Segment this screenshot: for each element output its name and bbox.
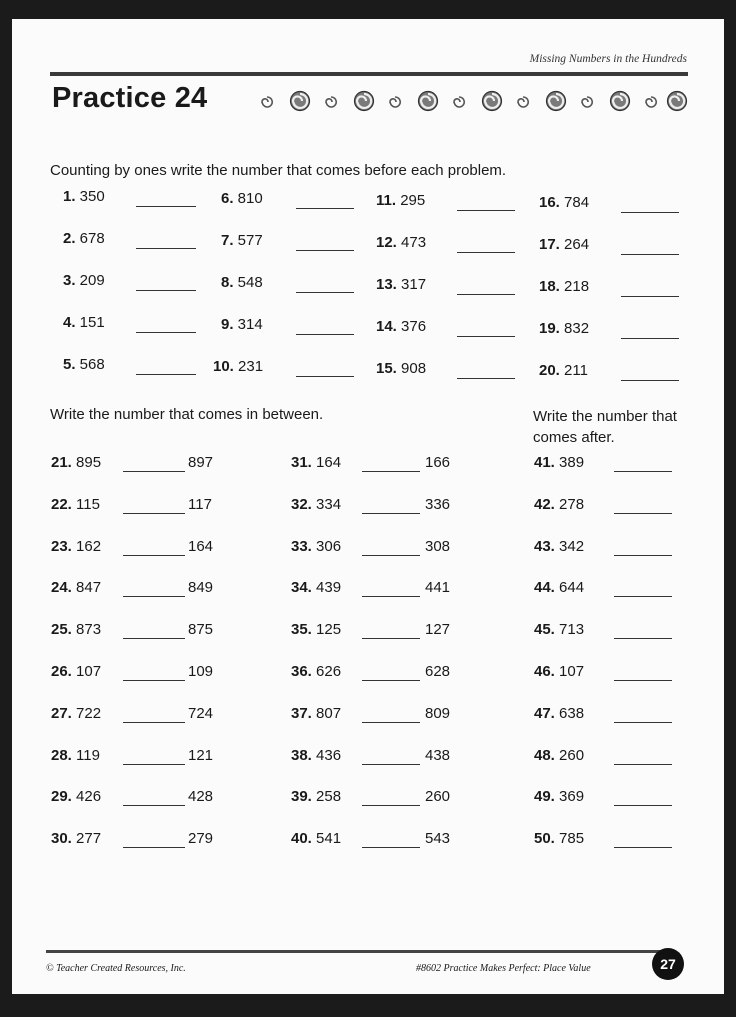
problem-label <box>291 496 341 513</box>
answer-blank[interactable] <box>136 248 196 249</box>
copyright-text: © Teacher Created Resources, Inc. <box>46 963 186 974</box>
problem-label <box>63 230 105 247</box>
small-swirl-icon <box>260 95 274 114</box>
problem-label <box>213 358 263 375</box>
page-number-badge: 27 <box>652 948 684 980</box>
problem-value: 644 <box>554 579 585 597</box>
problem-label <box>51 705 101 722</box>
section1-instruction: Counting by ones write the number that comes before each problem. <box>50 162 507 179</box>
problem-label <box>221 274 263 291</box>
answer-blank[interactable] <box>614 471 672 472</box>
answer-blank[interactable] <box>362 471 420 472</box>
decorative-swirls <box>256 90 691 116</box>
problem-number: 12. <box>376 234 397 251</box>
answer-blank[interactable] <box>123 722 185 723</box>
problem-value: 785 <box>554 830 585 848</box>
problem-value: 107 <box>554 663 585 680</box>
problem-value: 376 <box>396 318 427 335</box>
shell-icon <box>417 90 439 117</box>
small-swirl-icon <box>516 95 530 114</box>
small-swirl-icon <box>452 95 466 114</box>
answer-blank[interactable] <box>362 555 420 556</box>
problem-value: 218 <box>559 278 590 295</box>
problem-number: 47. <box>534 704 555 722</box>
problem-label <box>539 194 589 211</box>
problem-label <box>376 360 426 377</box>
answer-blank[interactable] <box>296 250 354 251</box>
problem-number: 11. <box>376 192 397 209</box>
problem-value: 810 <box>233 190 263 207</box>
problem-number: 50. <box>534 830 555 848</box>
answer-blank[interactable] <box>457 210 515 211</box>
problem-label <box>539 278 589 295</box>
problem-label <box>51 538 101 555</box>
answer-blank[interactable] <box>362 805 420 806</box>
problem-label <box>221 190 263 207</box>
problem-number: 7. <box>221 232 234 249</box>
problem-value: 211 <box>559 362 588 379</box>
answer-blank[interactable] <box>136 332 196 333</box>
problem-value: 115 <box>71 495 100 513</box>
problem-value: 125 <box>311 621 342 639</box>
problem-value: 638 <box>554 704 585 722</box>
problem-number: 8. <box>221 274 234 291</box>
problem-value: 832 <box>559 320 590 337</box>
problem-value: 119 <box>71 746 100 764</box>
problem-number: 22. <box>51 495 72 513</box>
problem-number: 40. <box>291 830 312 848</box>
problem-value: 568 <box>75 356 105 373</box>
problem-number: 5. <box>63 356 76 373</box>
answer-blank[interactable] <box>621 254 679 255</box>
problem-number: 33. <box>291 537 312 555</box>
problem-label <box>291 663 341 680</box>
answer-blank[interactable] <box>621 338 679 339</box>
problem-value-after: 428 <box>188 788 214 806</box>
problem-number: 23. <box>51 537 72 555</box>
answer-blank[interactable] <box>614 555 672 556</box>
problem-label <box>534 621 584 638</box>
problem-value: 541 <box>311 830 342 848</box>
problem-value-after: 897 <box>188 454 214 471</box>
answer-blank[interactable] <box>362 764 420 765</box>
problem-label <box>63 188 105 205</box>
problem-value: 626 <box>311 663 342 680</box>
small-swirl-icon <box>324 95 338 114</box>
answer-blank[interactable] <box>362 513 420 514</box>
problem-number: 38. <box>291 746 312 764</box>
problem-number: 19. <box>539 320 560 337</box>
problem-value-after: 724 <box>188 704 214 722</box>
answer-blank[interactable] <box>614 722 672 723</box>
problem-value: 722 <box>71 704 102 722</box>
problem-label <box>51 621 101 638</box>
answer-blank[interactable] <box>614 638 672 639</box>
problem-number: 26. <box>51 663 72 680</box>
problem-value: 164 <box>311 454 342 471</box>
problem-value-after: 809 <box>425 704 451 722</box>
problem-number: 41. <box>534 454 555 471</box>
problem-value-after: 438 <box>425 746 451 764</box>
problem-value-after: 441 <box>425 579 451 597</box>
section2-instruction: Write the number that comes in between. <box>50 406 324 423</box>
page-title: Practice 24 <box>52 82 208 114</box>
problem-label <box>51 663 101 680</box>
problem-value: 295 <box>396 192 426 209</box>
problem-number: 1. <box>63 188 76 205</box>
problem-label <box>539 236 589 253</box>
problem-label <box>534 454 584 471</box>
problem-label <box>63 356 105 373</box>
answer-blank[interactable] <box>296 208 354 209</box>
shell-icon <box>353 90 375 117</box>
problem-label <box>539 362 588 379</box>
problem-value: 317 <box>396 276 427 293</box>
problem-number: 34. <box>291 579 312 597</box>
problem-value: 678 <box>75 230 105 247</box>
answer-blank[interactable] <box>614 513 672 514</box>
problem-value: 151 <box>75 314 105 331</box>
small-swirl-icon <box>580 95 594 114</box>
problem-value: 209 <box>75 272 105 289</box>
answer-blank[interactable] <box>123 847 185 848</box>
problem-number: 15. <box>376 360 397 377</box>
problem-number: 24. <box>51 579 72 597</box>
problem-value-after: 109 <box>188 663 214 680</box>
problem-label <box>291 705 341 722</box>
problem-value: 473 <box>396 234 427 251</box>
product-text: #8602 Practice Makes Perfect: Place Value <box>416 963 591 974</box>
problem-value: 277 <box>71 830 102 848</box>
problem-label <box>376 276 426 293</box>
answer-blank[interactable] <box>457 294 515 295</box>
problem-value-after: 849 <box>188 579 214 597</box>
problem-label <box>63 272 105 289</box>
problem-number: 43. <box>534 537 555 555</box>
section3-instruction: Write the number that comes after. <box>533 408 677 446</box>
problem-label <box>51 747 100 764</box>
answer-blank[interactable] <box>621 212 679 213</box>
problem-number: 32. <box>291 495 312 513</box>
problem-number: 4. <box>63 314 76 331</box>
problem-label <box>63 314 105 331</box>
small-swirl-icon <box>388 95 402 114</box>
problem-number: 9. <box>221 316 234 333</box>
problem-label <box>534 579 584 596</box>
problem-number: 17. <box>539 236 560 253</box>
answer-blank[interactable] <box>123 680 185 681</box>
problem-label <box>291 788 341 805</box>
problem-value: 847 <box>71 579 102 597</box>
problem-number: 27. <box>51 704 72 722</box>
shell-icon <box>289 90 311 117</box>
problem-number: 31. <box>291 454 312 471</box>
answer-blank[interactable] <box>136 374 196 375</box>
problem-number: 2. <box>63 230 76 247</box>
answer-blank[interactable] <box>457 378 515 379</box>
problem-number: 36. <box>291 663 312 680</box>
answer-blank[interactable] <box>362 638 420 639</box>
problem-value-after: 336 <box>425 495 451 513</box>
answer-blank[interactable] <box>362 596 420 597</box>
problem-label <box>51 788 101 805</box>
problem-value: 350 <box>75 188 105 205</box>
problem-value-after: 117 <box>188 495 212 513</box>
shell-icon <box>666 90 688 117</box>
problem-label <box>291 830 341 847</box>
problem-value: 264 <box>559 236 590 253</box>
problem-value: 389 <box>554 454 585 471</box>
problem-number: 10. <box>213 358 234 375</box>
answer-blank[interactable] <box>614 596 672 597</box>
problem-number: 28. <box>51 746 72 764</box>
problem-value: 439 <box>311 579 342 597</box>
problem-label <box>51 454 101 471</box>
problem-value: 873 <box>71 621 102 639</box>
answer-blank[interactable] <box>123 805 185 806</box>
problem-value: 342 <box>554 537 585 555</box>
problem-label <box>291 538 341 555</box>
answer-blank[interactable] <box>123 638 185 639</box>
problem-value: 548 <box>233 274 263 291</box>
answer-blank[interactable] <box>621 380 679 381</box>
problem-value: 369 <box>554 788 585 806</box>
answer-blank[interactable] <box>362 722 420 723</box>
problem-value: 895 <box>71 454 102 471</box>
problem-label <box>291 579 341 596</box>
topic-header: Missing Numbers in the Hundreds <box>529 53 687 65</box>
problem-number: 45. <box>534 621 555 639</box>
problem-number: 48. <box>534 746 555 764</box>
problem-value: 713 <box>554 621 585 639</box>
problem-value: 577 <box>233 232 263 249</box>
problem-label <box>534 496 584 513</box>
problem-value-after: 875 <box>188 621 214 639</box>
footer-rule <box>46 950 666 953</box>
problem-label <box>534 830 584 847</box>
problem-label <box>534 788 584 805</box>
problem-label <box>221 316 263 333</box>
problem-value: 278 <box>554 495 585 513</box>
problem-value-after: 166 <box>425 454 451 471</box>
problem-value: 306 <box>311 537 342 555</box>
shell-icon <box>545 90 567 117</box>
header-rule <box>50 72 688 76</box>
answer-blank[interactable] <box>296 376 354 377</box>
problem-value-after: 164 <box>188 537 214 555</box>
problem-value-after: 127 <box>425 621 451 639</box>
problem-number: 44. <box>534 579 555 597</box>
problem-label <box>534 538 584 555</box>
problem-number: 20. <box>539 362 560 379</box>
problem-label <box>51 496 100 513</box>
problem-number: 37. <box>291 704 312 722</box>
answer-blank[interactable] <box>614 805 672 806</box>
problem-number: 21. <box>51 454 72 471</box>
problem-number: 3. <box>63 272 76 289</box>
shell-icon <box>609 90 631 117</box>
problem-value: 258 <box>311 788 342 806</box>
answer-blank[interactable] <box>614 847 672 848</box>
problem-number: 6. <box>221 190 234 207</box>
answer-blank[interactable] <box>123 513 185 514</box>
problem-number: 39. <box>291 788 312 806</box>
answer-blank[interactable] <box>136 206 196 207</box>
answer-blank[interactable] <box>123 471 185 472</box>
problem-label <box>376 234 426 251</box>
answer-blank[interactable] <box>123 596 185 597</box>
problem-number: 49. <box>534 788 555 806</box>
answer-blank[interactable] <box>614 764 672 765</box>
shell-icon <box>481 90 503 117</box>
problem-value: 436 <box>311 746 342 764</box>
answer-blank[interactable] <box>621 296 679 297</box>
problem-value: 162 <box>71 537 102 555</box>
answer-blank[interactable] <box>457 252 515 253</box>
answer-blank[interactable] <box>362 847 420 848</box>
answer-blank[interactable] <box>296 334 354 335</box>
problem-value-after: 279 <box>188 830 214 848</box>
problem-value-after: 308 <box>425 537 451 555</box>
answer-blank[interactable] <box>614 680 672 681</box>
problem-value: 107 <box>71 663 102 680</box>
problem-label <box>534 747 584 764</box>
problem-value-after: 628 <box>425 663 451 680</box>
small-swirl-icon <box>644 95 658 114</box>
answer-blank[interactable] <box>296 292 354 293</box>
problem-number: 18. <box>539 278 560 295</box>
answer-blank[interactable] <box>123 764 185 765</box>
problem-number: 42. <box>534 495 555 513</box>
answer-blank[interactable] <box>362 680 420 681</box>
answer-blank[interactable] <box>123 555 185 556</box>
problem-number: 13. <box>376 276 397 293</box>
problem-value-after: 543 <box>425 830 451 848</box>
problem-value: 908 <box>396 360 427 377</box>
problem-value: 314 <box>233 316 263 333</box>
problem-label <box>539 320 589 337</box>
problem-value: 426 <box>71 788 102 806</box>
problem-number: 14. <box>376 318 397 335</box>
problem-label <box>221 232 263 249</box>
problem-label <box>534 663 584 680</box>
problem-number: 30. <box>51 830 72 848</box>
problem-label <box>376 192 425 209</box>
problem-value-after: 260 <box>425 788 451 806</box>
problem-value-after: 121 <box>188 746 214 764</box>
problem-value: 231 <box>233 358 264 375</box>
answer-blank[interactable] <box>457 336 515 337</box>
problem-value: 784 <box>559 194 590 211</box>
problem-value: 807 <box>311 704 342 722</box>
problem-value: 260 <box>554 746 585 764</box>
problem-label <box>51 830 101 847</box>
answer-blank[interactable] <box>136 290 196 291</box>
problem-number: 35. <box>291 621 312 639</box>
problem-label <box>376 318 426 335</box>
problem-label <box>534 705 584 722</box>
problem-number: 46. <box>534 663 555 680</box>
problem-value: 334 <box>311 495 342 513</box>
problem-label <box>291 454 341 471</box>
problem-number: 16. <box>539 194 560 211</box>
problem-label <box>291 747 341 764</box>
problem-number: 29. <box>51 788 72 806</box>
problem-number: 25. <box>51 621 72 639</box>
problem-label <box>291 621 341 638</box>
problem-label <box>51 579 101 596</box>
